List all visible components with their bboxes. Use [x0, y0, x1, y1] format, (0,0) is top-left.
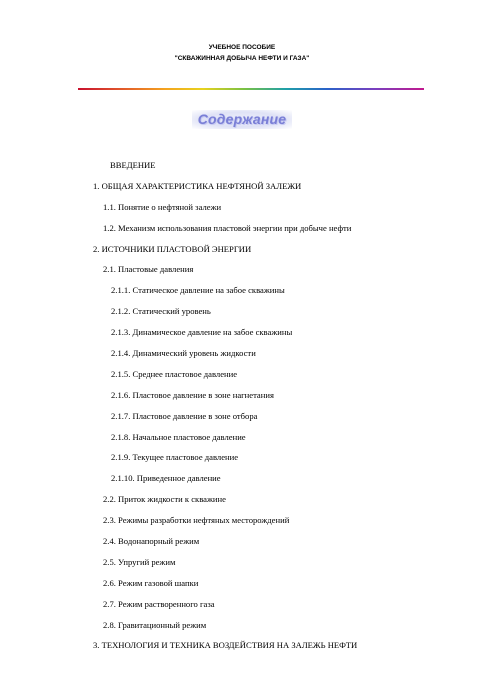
- toc-link[interactable]: 2.1.8. Начальное пластовое давление: [111, 431, 246, 442]
- toc-item[interactable]: [0, 639, 484, 660]
- toc-link[interactable]: 2.1.3. Динамическое давление на забое скважины: [111, 327, 293, 338]
- toc-link[interactable]: 3. ТЕХНОЛОГИЯ И ТЕХНИКА ВОЗДЕЙСТВИЯ НА ЗАЛЕЖЬ НЕФТИ: [93, 640, 358, 651]
- toc-link[interactable]: 1.2. Механизм использования пластовой энергии при добыче нефти: [103, 222, 352, 233]
- table-of-contents: [0, 159, 484, 660]
- toc-item[interactable]: [0, 326, 484, 347]
- toc-item[interactable]: [0, 431, 484, 452]
- toc-item[interactable]: [0, 451, 484, 472]
- toc-link[interactable]: ВВЕДЕНИЕ: [110, 160, 156, 170]
- toc-link[interactable]: 2.1.1. Статическое давление на забое скважины: [111, 285, 285, 296]
- toc-link[interactable]: 1.1. Понятие о нефтяной залежи: [103, 201, 222, 212]
- toc-link[interactable]: 2.1.2. Статический уровень: [111, 306, 211, 317]
- toc-item[interactable]: [0, 556, 484, 577]
- toc-item[interactable]: [0, 347, 484, 368]
- toc-link[interactable]: 2.6. Режим газовой шапки: [103, 577, 199, 588]
- toc-link[interactable]: 1. ОБЩАЯ ХАРАКТЕРИСТИКА НЕФТЯНОЙ ЗАЛЕЖИ: [93, 180, 302, 191]
- toc-link[interactable]: 2.8. Гравитационный режим: [103, 619, 207, 630]
- toc-item[interactable]: [0, 263, 484, 284]
- toc-item[interactable]: [0, 222, 484, 243]
- toc-item[interactable]: [0, 305, 484, 326]
- toc-item[interactable]: [0, 535, 484, 556]
- toc-link[interactable]: 2.5. Упругий режим: [103, 556, 176, 567]
- toc-item[interactable]: [0, 493, 484, 514]
- toc-link[interactable]: 2.2. Приток жидкости к скважине: [103, 494, 226, 505]
- toc-item[interactable]: [0, 159, 484, 180]
- toc-link[interactable]: 2.1.10. Приведенное давление: [111, 473, 221, 484]
- toc-link[interactable]: 2.1.9. Текущее пластовое давление: [111, 452, 239, 463]
- toc-item[interactable]: [0, 389, 484, 410]
- toc-link[interactable]: 2.4. Водонапорный режим: [103, 536, 200, 547]
- toc-link[interactable]: 2. ИСТОЧНИКИ ПЛАСТОВОЙ ЭНЕРГИИ: [93, 243, 252, 254]
- toc-item[interactable]: [0, 180, 484, 201]
- toc-item[interactable]: [0, 368, 484, 389]
- toc-link[interactable]: 2.7. Режим растворенного газа: [103, 598, 215, 609]
- document-header: [0, 42, 484, 64]
- toc-item[interactable]: [0, 410, 484, 431]
- contents-title: Содержание: [192, 110, 293, 129]
- toc-item[interactable]: [0, 472, 484, 493]
- toc-item[interactable]: [0, 598, 484, 619]
- toc-link[interactable]: 2.1. Пластовые давления: [103, 264, 194, 275]
- toc-link[interactable]: 2.1.5. Среднее пластовое давление: [111, 368, 238, 379]
- toc-link[interactable]: 2.3. Режимы разработки нефтяных месторождений: [103, 515, 290, 526]
- contents-title-block: [0, 110, 484, 129]
- toc-item[interactable]: [0, 619, 484, 640]
- rainbow-divider: [78, 88, 424, 90]
- toc-link[interactable]: 2.1.6. Пластовое давление в зоне нагнетания: [111, 389, 274, 400]
- header-line-2: "СКВАЖИННАЯ ДОБЫЧА НЕФТИ И ГАЗА": [174, 55, 310, 62]
- toc-item[interactable]: [0, 243, 484, 264]
- toc-item[interactable]: [0, 201, 484, 222]
- toc-link[interactable]: 2.1.4. Динамический уровень жидкости: [111, 348, 256, 359]
- toc-item[interactable]: [0, 284, 484, 305]
- toc-link[interactable]: 2.1.7. Пластовое давление в зоне отбора: [111, 410, 258, 421]
- toc-item[interactable]: [0, 514, 484, 535]
- header-line-1: УЧЕБНОЕ ПОСОБИЕ: [208, 44, 276, 51]
- toc-item[interactable]: [0, 577, 484, 598]
